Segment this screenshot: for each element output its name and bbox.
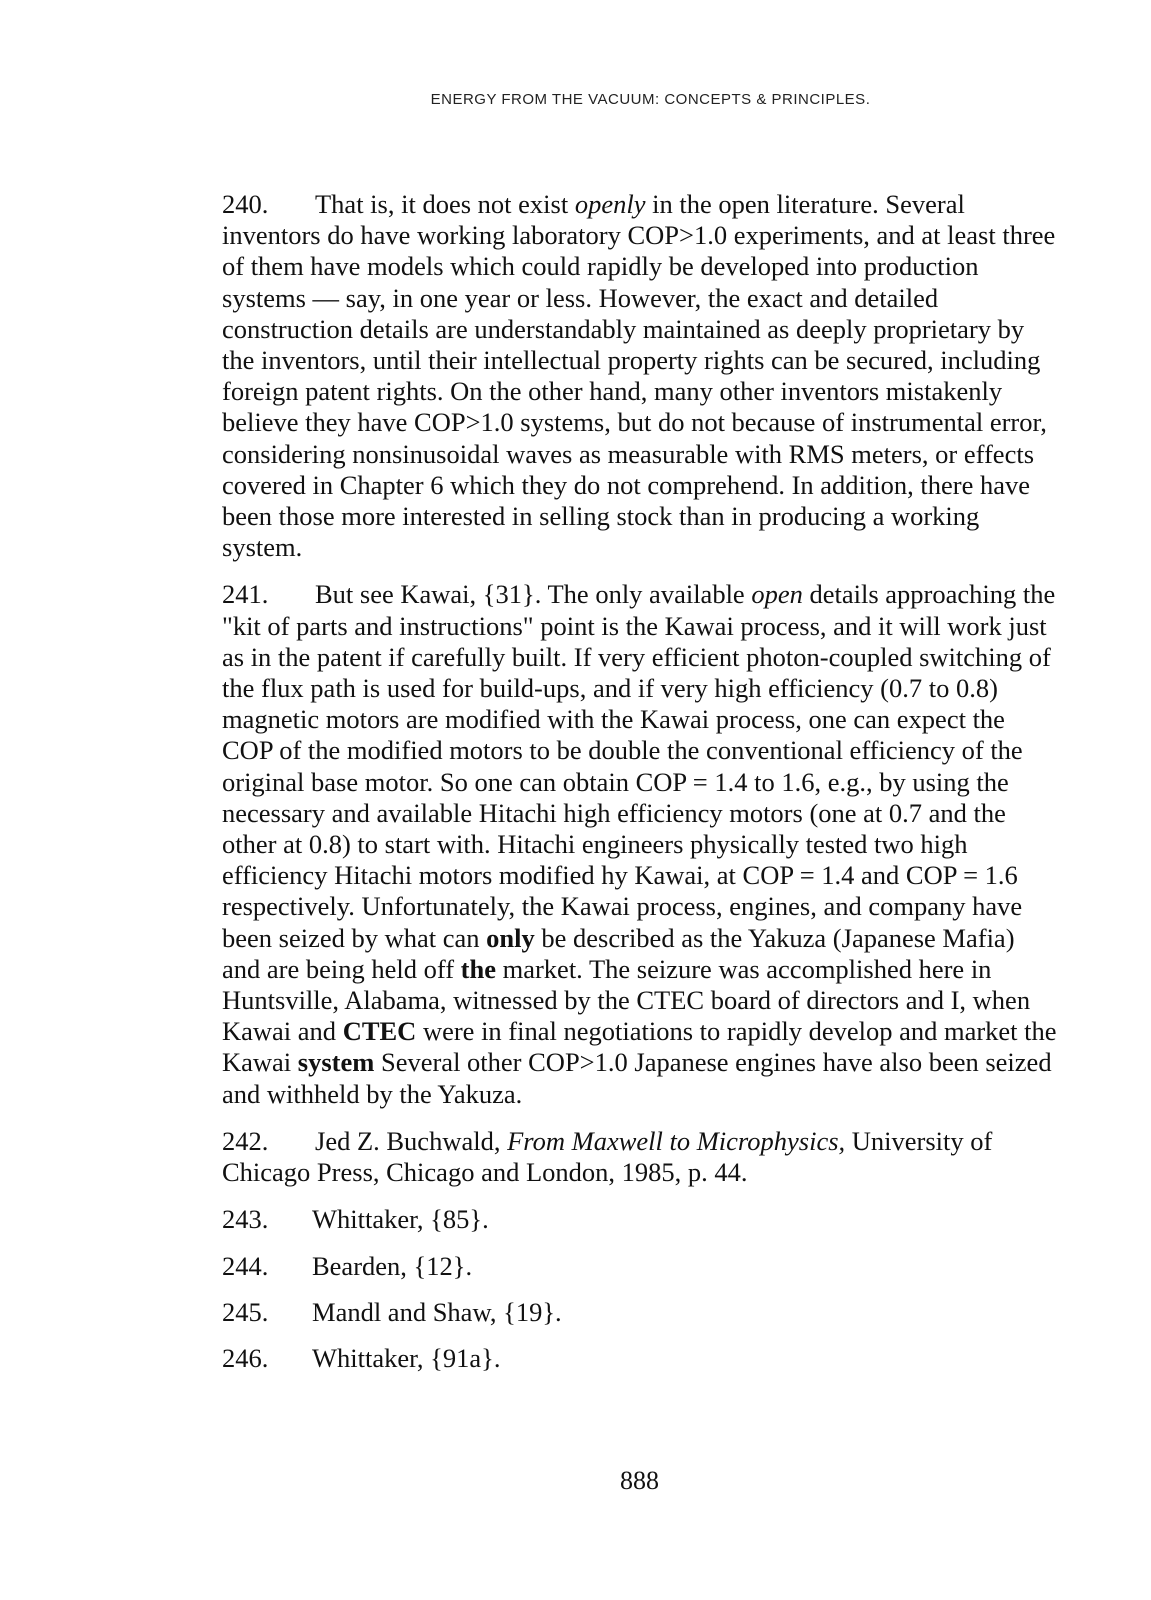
endnote-text: Several other COP>1.0 Japanese engines have also been seized and withheld by the Yakuza.	[222, 1047, 1052, 1109]
endnote-text: Jed Z. Buchwald,	[315, 1125, 508, 1156]
endnote-number: 243.	[222, 1204, 269, 1235]
endnote-text: Bearden, {12}.	[312, 1250, 473, 1281]
page-number: 888	[620, 1466, 659, 1495]
endnote-text: CTEC	[342, 1016, 417, 1047]
endnote-number: 241.	[222, 579, 269, 610]
endnote	[222, 1297, 1057, 1328]
endnote-number: 242.	[222, 1125, 269, 1156]
endnote-text: Mandl and Shaw, {19}.	[312, 1296, 562, 1327]
endnote-number: 240.	[222, 189, 269, 219]
endnote-text: Whittaker, {85}.	[312, 1204, 489, 1235]
endnote-text: Whittaker, {91a}.	[312, 1342, 501, 1373]
endnote-number: 246.	[222, 1342, 269, 1373]
endnote-text: in the open literature. Several inventors do have working laboratory COP>1.0 experiments, and at least three of them have models which could rapidly be developed into production systems — say, in one year or less. However, the exact and detailed construction details are understandably maintained as deeply proprietary by the inventors, until their intellectual property rights can be secured, including foreign patent rights. On the other hand, many other inventors mistakenly believe they have COP>1.0 systems, but do not because of instrumental error, considering nonsinusoidal waves as measurable with RMS meters, or effects covered in Chapter 6 which they do not comprehend. In addition, there have been those more interested in selling stock than in producing a working system.	[222, 189, 1056, 563]
endnote	[222, 1204, 1057, 1235]
endnote	[222, 1251, 1057, 1282]
endnotes-list	[222, 189, 1057, 1389]
endnote-text: system	[297, 1047, 375, 1078]
endnote-text: From Maxwell to Microphysics,	[507, 1125, 846, 1156]
endnote-text: the	[460, 953, 496, 984]
endnote-text: be described as the Yakuza (Japanese Mafia) and are being held off	[222, 922, 1015, 984]
endnote-text: were in final negotiations to rapidly develop and market the Kawai	[222, 1016, 1057, 1078]
endnote	[222, 189, 1057, 563]
endnote-text: details approaching the "kit of parts and instructions" point is the Kawai process, and it will work just as in the patent if carefully built. If very efficient photon-coupled switching of the flux path is used for build-ups, and if very high efficiency (0.7 to 0.8) magnetic motors are modified with the Kawai process, one can expect the COP of the modified motors to be double the conventional efficiency of the original base motor. So one can obtain COP = 1.4 to 1.6, e.g., by using the necessary and available Hitachi high efficiency motors (one at 0.7 and the other at 0.8) to start with. Hitachi engineers physically tested two high efficiency Hitachi motors modified hy Kawai, at COP = 1.4 and COP = 1.6 respectively. Unfortunately, the Kawai process, engines, and company have been seized by what can	[222, 579, 1056, 953]
endnote-number: 244.	[222, 1250, 269, 1281]
endnote-text: openly	[574, 189, 646, 219]
endnote-number: 245.	[222, 1296, 269, 1327]
endnote-text: only	[486, 922, 535, 953]
endnote-text: University of Chicago Press, Chicago and London, 1985, p. 44.	[222, 1125, 993, 1188]
endnote	[222, 1126, 1057, 1188]
endnote-text: That is, it does not exist	[315, 189, 575, 219]
endnote-text: But see Kawai, {31}. The only available	[315, 579, 752, 610]
running-header: ENERGY FROM THE VACUUM: CONCEPTS & PRINCIPLES.	[430, 91, 871, 108]
endnote-text: market. The seizure was accomplished here in Huntsville, Alabama, witnessed by the CTEC board of directors and I, when Kawai and	[222, 953, 1031, 1047]
endnote-text: open	[751, 579, 803, 610]
endnote	[222, 579, 1057, 1109]
endnote	[222, 1343, 1057, 1374]
